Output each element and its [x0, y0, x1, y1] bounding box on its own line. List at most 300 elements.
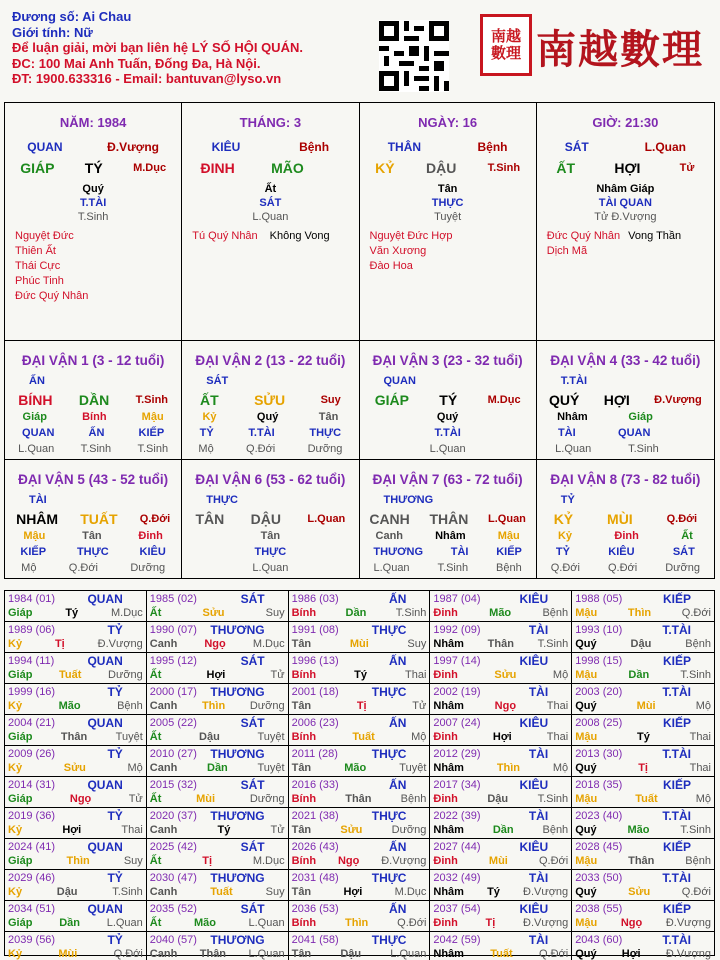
ten-god: SÁT [240, 592, 265, 606]
heaven-stem: Mậu [575, 793, 598, 805]
year-label: 1995 (12) [149, 655, 197, 667]
pillar-top-row [537, 140, 714, 154]
heaven-stem: Đinh [433, 607, 458, 619]
stage: T.Sinh [680, 824, 711, 836]
ten-god: QUAN [87, 592, 123, 606]
year-cell [572, 808, 714, 839]
heaven-stem: Ất [149, 669, 162, 681]
earth-branch: Hợi [621, 948, 641, 960]
hidden-value: T.Sinh [80, 443, 112, 455]
heaven-stem: Kỷ [8, 824, 23, 836]
hidden-row [5, 442, 181, 456]
year-line [8, 933, 143, 947]
year-line [575, 792, 711, 806]
ten-god: SÁT [240, 654, 265, 668]
star-list [15, 229, 88, 304]
hidden-value: Mậu [497, 530, 520, 542]
dai-van-cell [182, 460, 359, 578]
pillar-cell [360, 103, 537, 341]
year-line [150, 854, 285, 868]
year-line [433, 885, 568, 899]
heaven-stem: Tân [291, 638, 312, 650]
year-cell [5, 591, 147, 622]
heaven-stem: ĐINH [200, 160, 235, 176]
stage: L.Quan [106, 917, 143, 929]
stage: Bệnh [117, 700, 143, 712]
year-line [575, 902, 711, 916]
pillar-title: THÁNG: 3 [239, 115, 302, 130]
year-line [150, 840, 285, 854]
earth-branch: MÃO [271, 160, 304, 176]
hidden-value: Kỷ [557, 530, 572, 542]
year-line [575, 809, 711, 823]
hidden-value: T.Sinh [137, 443, 169, 455]
hidden-value: Nhâm [435, 530, 466, 542]
year-line [433, 747, 568, 761]
dai-van-main [5, 392, 181, 408]
earth-branch: Mùi [488, 855, 508, 867]
year-line [150, 792, 285, 806]
year-cell [289, 839, 431, 870]
hidden-stems [537, 182, 714, 224]
ten-god: ẤN [389, 840, 407, 854]
hidden-value: Mộ [21, 562, 37, 574]
year-line [575, 747, 711, 761]
year-cell [572, 653, 714, 684]
year-line [8, 685, 143, 699]
year-line [150, 637, 285, 651]
ten-god: SÁT [564, 140, 589, 154]
ten-god: THƯƠNG [210, 871, 265, 885]
heaven-stem: Mậu [575, 607, 598, 619]
year-label: 2020 (37) [149, 810, 197, 822]
year-cell [430, 653, 572, 684]
hidden-value: Mộ [198, 443, 214, 455]
year-cell [289, 715, 431, 746]
year-line [150, 699, 285, 713]
year-line [575, 592, 711, 606]
year-label: 2014 (31) [8, 779, 56, 791]
dai-van-main [182, 392, 358, 408]
dai-van-title: ĐẠI VẬN 1 (3 - 12 tuổi) [21, 353, 165, 368]
year-line [433, 778, 568, 792]
ten-god: KIÊU [519, 716, 549, 730]
year-line [575, 668, 711, 682]
heaven-stem: GIÁP [20, 160, 55, 176]
year-cell [572, 684, 714, 715]
year-line [8, 854, 143, 868]
hidden-row [360, 426, 536, 440]
phone-email: ĐT: 1900.633316 - Email: bantuvan@lyso.vn [12, 71, 282, 86]
earth-branch: Dậu [199, 731, 220, 743]
earth-branch: Dần [628, 669, 650, 681]
pillar-title: GIỜ: 21:30 [592, 115, 659, 130]
year-cell [5, 622, 147, 653]
hidden-god: SÁT [259, 197, 282, 209]
stage: Mộ [695, 700, 711, 712]
stage: Dưỡng [391, 824, 427, 836]
year-line [8, 885, 143, 899]
stage: L.Quan [644, 140, 687, 154]
earth-branch: Tuất [490, 948, 513, 960]
hidden-value: Đinh [614, 530, 639, 542]
stage: Mộ [695, 793, 711, 805]
year-cell [572, 932, 714, 960]
year-line [433, 716, 568, 730]
ten-god: T.TÀI [662, 747, 691, 761]
dai-van-cell [360, 460, 537, 578]
earth-branch: Thìn [496, 762, 521, 774]
year-line [433, 730, 568, 744]
year-line [292, 654, 427, 668]
year-line [575, 778, 711, 792]
ten-god: QUAN [383, 375, 416, 387]
hidden-value: KIẾP [138, 427, 165, 439]
heaven-stem: Bính [291, 855, 317, 867]
year-cell [430, 808, 572, 839]
year-label: 2003 (20) [575, 686, 623, 698]
seal-stamp: 南越 數理 [480, 14, 532, 76]
year-line [292, 606, 427, 620]
year-label: 2006 (23) [291, 717, 339, 729]
hidden-value: Đinh [138, 530, 163, 542]
year-line [8, 592, 143, 606]
year-label: 1988 (05) [575, 593, 623, 605]
hidden-value: SÁT [672, 546, 695, 558]
ten-god: SÁT [240, 902, 265, 916]
year-line [292, 623, 427, 637]
year-line [8, 730, 143, 744]
hidden-value: Ất [681, 530, 693, 542]
star-list [547, 229, 697, 259]
earth-branch: Thân [60, 731, 88, 743]
heaven-stem: Kỷ [8, 762, 23, 774]
hidden-stage: L.Quan [252, 211, 289, 223]
stage: M.Dục [487, 394, 521, 406]
year-line [292, 885, 427, 899]
year-line [292, 761, 427, 775]
pillar-cell [537, 103, 714, 341]
ten-god: TỶ [560, 494, 575, 506]
year-label: 2034 (51) [8, 903, 56, 915]
earth-branch: Hợi [492, 731, 512, 743]
earth-branch: Thìn [627, 607, 652, 619]
heaven-stem: KỶ [375, 160, 395, 176]
year-cell [289, 870, 431, 901]
year-cell [289, 808, 431, 839]
stage: Mộ [552, 669, 569, 681]
year-label: 1990 (07) [149, 624, 197, 636]
year-cell [147, 653, 289, 684]
qr-code-icon [379, 20, 449, 92]
year-line [292, 854, 427, 868]
year-line [292, 637, 427, 651]
year-line [292, 699, 427, 713]
year-label: 2008 (25) [575, 717, 623, 729]
year-cell [5, 653, 147, 684]
year-line [292, 840, 427, 854]
stage: Suy [407, 638, 427, 650]
hidden-value: TỶ [555, 546, 570, 558]
year-line [433, 854, 568, 868]
heaven-stem: QUÝ [548, 392, 580, 408]
hidden-stem: Nhâm Giáp [596, 183, 655, 195]
hidden-row [537, 410, 714, 424]
year-label: 2030 (47) [149, 872, 197, 884]
earth-branch: Dần [492, 824, 514, 836]
pillar-main-row [360, 160, 536, 176]
year-label: 2027 (44) [433, 841, 481, 853]
ten-god: TÀI [29, 494, 47, 506]
hidden-value: Quý [436, 411, 459, 423]
year-line [433, 606, 568, 620]
stage: Tử [679, 162, 695, 174]
year-line [575, 654, 711, 668]
year-line [433, 592, 568, 606]
year-cell [147, 839, 289, 870]
earth-branch: Dậu [56, 886, 78, 898]
heaven-stem: Ất [149, 793, 162, 805]
dai-van-cell [182, 341, 359, 460]
heaven-stem: Kỷ [8, 700, 23, 712]
ten-god: THƯƠNG [383, 494, 434, 506]
earth-branch: Sửu [63, 762, 86, 774]
ten-god: KIÊU [519, 840, 549, 854]
earth-branch: Tị [54, 638, 65, 650]
year-cell [572, 746, 714, 777]
year-label: 2018 (35) [575, 779, 623, 791]
ten-god: TỶ [107, 933, 123, 947]
heaven-stem: Giáp [8, 607, 33, 619]
pillar-top-row [360, 140, 536, 154]
stage: Thai [121, 824, 143, 836]
year-label: 1987 (04) [433, 593, 481, 605]
year-label: 2023 (40) [575, 810, 623, 822]
hidden-row [537, 545, 714, 559]
stage: Tử [270, 824, 285, 836]
star-name: Đức Quý Nhân [15, 290, 89, 302]
hidden-row [360, 561, 536, 575]
year-line [8, 792, 143, 806]
earth-branch: Ngọ [494, 700, 517, 712]
heaven-stem: Quý [575, 886, 597, 898]
heaven-stem: Quý [575, 948, 597, 960]
hidden-value: QUAN [22, 427, 55, 439]
hidden-value: Giáp [628, 411, 653, 423]
year-line [8, 699, 143, 713]
dai-van-main [182, 511, 358, 527]
ten-god: TỶ [107, 685, 123, 699]
year-line [292, 778, 427, 792]
ten-god: QUAN [27, 140, 63, 154]
year-cell [5, 715, 147, 746]
stage: Thai [404, 669, 427, 681]
earth-branch: Thân [487, 638, 514, 650]
year-cell [289, 622, 431, 653]
year-line [150, 685, 285, 699]
ten-god: THỰC [371, 871, 407, 885]
stage: T.Sinh [537, 793, 569, 805]
ten-god: KIẾP [662, 716, 691, 730]
stage: Bệnh [542, 824, 569, 836]
year-cell [572, 622, 714, 653]
dai-van-title: ĐẠI VẬN 5 (43 - 52 tuổi) [18, 472, 169, 487]
heaven-stem: Tân [291, 948, 312, 960]
hidden-row [537, 426, 714, 440]
stage: M.Dục [252, 638, 285, 650]
star-name: Thiên Ất [15, 245, 56, 257]
ten-god: KIẾP [662, 778, 691, 792]
hidden-god: T.TÀI [79, 197, 107, 209]
year-line [575, 840, 711, 854]
hidden-value: Q.Đới [607, 562, 638, 574]
ten-god: ẤN [389, 902, 407, 916]
ten-god: ẤN [389, 716, 407, 730]
hidden-value: Giáp [22, 411, 47, 423]
heaven-stem: Quý [575, 638, 597, 650]
heaven-stem: Nhâm [433, 638, 464, 650]
heaven-stem: Đinh [433, 793, 458, 805]
earth-branch: Ngọ [620, 917, 643, 929]
hidden-row [360, 545, 536, 559]
ten-god: THƯƠNG [210, 747, 265, 761]
earth-branch: HỢI [614, 160, 641, 176]
stage: Dưỡng [108, 669, 143, 681]
pillar-top-row [5, 140, 181, 154]
hidden-row [537, 561, 714, 575]
stage: Tử [412, 700, 427, 712]
year-line [150, 947, 285, 960]
earth-branch: DẬU [250, 511, 281, 527]
year-cell [5, 808, 147, 839]
year-line [433, 871, 568, 885]
stage: Đ.Vượng [665, 948, 711, 960]
year-label: 2037 (54) [433, 903, 481, 915]
year-cell [147, 622, 289, 653]
year-line [8, 606, 143, 620]
year-label: 2036 (53) [291, 903, 339, 915]
year-label: 2004 (21) [8, 717, 56, 729]
stage: Đ.Vượng [97, 638, 143, 650]
heaven-stem: Ất [149, 855, 162, 867]
year-cell [5, 746, 147, 777]
stage: Tử [270, 669, 285, 681]
year-line [292, 792, 427, 806]
hidden-value: T.Sinh [437, 562, 469, 574]
ten-god: THỰC [371, 685, 407, 699]
heaven-stem: Giáp [8, 793, 33, 805]
hidden-stems [5, 182, 181, 224]
earth-branch: TÝ [439, 392, 458, 408]
dai-van-main [360, 392, 536, 408]
earth-branch: THÂN [429, 511, 469, 527]
heaven-stem: Mậu [575, 917, 598, 929]
stage: Mộ [411, 731, 427, 743]
earth-branch: MÙI [607, 511, 633, 527]
hidden-stage: T.Sinh [77, 211, 109, 223]
brand-logo: 南越數理 [536, 26, 704, 73]
hidden-row [5, 561, 181, 575]
year-label: 2028 (45) [575, 841, 623, 853]
hidden-value: T.Sinh [628, 443, 659, 455]
year-line [150, 668, 285, 682]
earth-branch: Sửu [494, 669, 517, 681]
ten-god: T.TÀI [560, 375, 588, 387]
hidden-row [360, 442, 536, 456]
year-line [292, 730, 427, 744]
hidden-row [182, 529, 358, 543]
hidden-value: Q.Đới [246, 443, 276, 455]
earth-branch: HỢI [603, 392, 630, 408]
stage: Đ.Vượng [654, 394, 702, 406]
heaven-stem: Kỷ [8, 948, 23, 960]
star-name: Không Vong [269, 230, 330, 242]
heaven-stem: Nhâm [433, 886, 464, 898]
year-label: 2011 (28) [291, 748, 338, 760]
hidden-value: KIẾP [496, 546, 522, 558]
stage: Bệnh [542, 607, 569, 619]
ten-god: ẤN [29, 375, 45, 387]
ten-god: THƯƠNG [210, 685, 265, 699]
year-label: 2031 (48) [291, 872, 339, 884]
year-cell [289, 684, 431, 715]
dai-van-title: ĐẠI VẬN 8 (73 - 82 tuổi) [550, 472, 701, 487]
year-label: 1984 (01) [8, 593, 56, 605]
year-line [575, 823, 711, 837]
stage: Thai [689, 762, 711, 774]
stage: Q.Đới [139, 513, 171, 525]
hidden-row [182, 545, 358, 559]
earth-branch: Thân [345, 793, 372, 805]
hidden-stem: Quý [82, 183, 104, 195]
heaven-stem: Tân [291, 700, 312, 712]
year-line [150, 716, 285, 730]
year-cell [572, 839, 714, 870]
pillar-cell [182, 103, 359, 341]
year-line [150, 871, 285, 885]
year-line [433, 809, 568, 823]
year-label: 2007 (24) [433, 717, 481, 729]
earth-branch: Sửu [202, 607, 225, 619]
year-label: 2016 (33) [291, 779, 339, 791]
year-line [292, 747, 427, 761]
hidden-value: Tân [82, 530, 102, 542]
dai-van-main [5, 511, 181, 527]
heaven-stem: Mậu [575, 731, 598, 743]
stage: Mộ [552, 762, 569, 774]
hidden-value: TỶ [199, 427, 214, 439]
earth-branch: DẬU [425, 160, 457, 176]
year-cell [430, 591, 572, 622]
heaven-stem: Kỷ [8, 638, 23, 650]
year-line [150, 761, 285, 775]
year-line [150, 933, 285, 947]
pillar-title: NĂM: 1984 [59, 115, 127, 130]
year-line [292, 947, 427, 960]
dai-van-cell [360, 341, 537, 460]
hidden-row [360, 410, 536, 424]
stage: L.Quan [248, 948, 285, 960]
year-label: 1996 (13) [291, 655, 339, 667]
stage: Q.Đới [681, 607, 711, 619]
earth-branch: Hợi [62, 824, 82, 836]
year-cell [5, 777, 147, 808]
year-line [8, 902, 143, 916]
ten-god: KIÊU [519, 778, 549, 792]
hidden-row [537, 442, 714, 456]
stage: Bệnh [400, 793, 427, 805]
year-label: 2041 (58) [291, 934, 339, 946]
